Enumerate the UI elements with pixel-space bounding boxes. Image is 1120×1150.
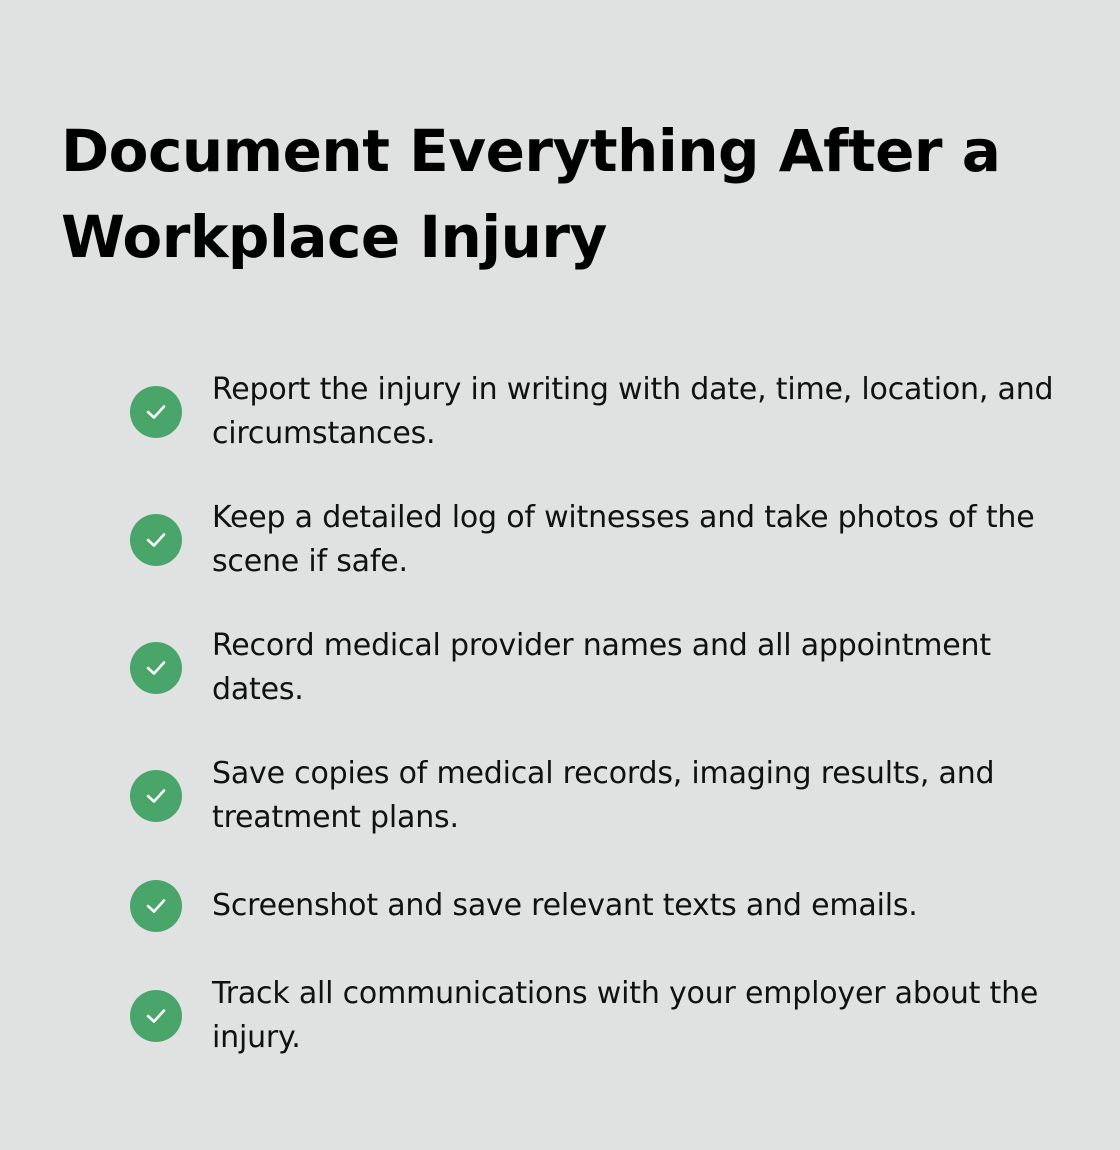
check-icon bbox=[130, 642, 182, 694]
list-item-text: Save copies of medical records, imaging results, and treatment plans. bbox=[212, 756, 995, 835]
check-icon bbox=[130, 386, 182, 438]
list-item-text: Screenshot and save relevant texts and emails. bbox=[212, 888, 918, 923]
list-item-text: Record medical provider names and all appointment dates. bbox=[212, 628, 991, 707]
list-item-text: Track all communications with your employer about the injury. bbox=[212, 976, 1039, 1055]
check-icon bbox=[130, 770, 182, 822]
page-title: Document Everything After a Workplace Injury bbox=[61, 117, 1001, 271]
list-item-text: Report the injury in writing with date, time, location, and circumstances. bbox=[212, 372, 1054, 451]
check-icon bbox=[130, 880, 182, 932]
check-icon bbox=[130, 514, 182, 566]
list-item-text: Keep a detailed log of witnesses and take photos of the scene if safe. bbox=[212, 500, 1035, 579]
check-icon bbox=[130, 990, 182, 1042]
